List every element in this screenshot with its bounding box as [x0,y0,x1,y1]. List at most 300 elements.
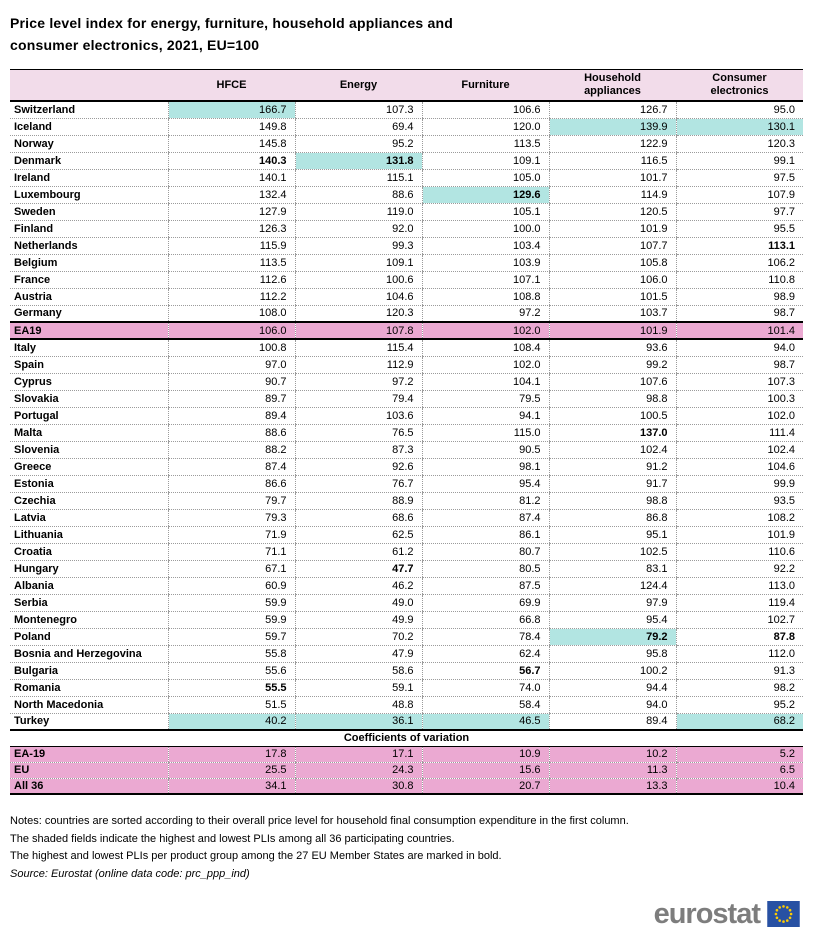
value-cell: 100.0 [422,220,549,237]
table-row [10,152,803,169]
value-cell: 79.4 [295,390,422,407]
value-cell: 88.6 [295,186,422,203]
country-cell: Finland [10,220,168,237]
value-cell: 100.6 [295,271,422,288]
cov-row [10,778,803,794]
value-cell: 101.5 [549,288,676,305]
value-cell: 94.4 [549,679,676,696]
value-cell: 112.2 [168,288,295,305]
value-cell: 102.7 [676,611,803,628]
value-cell: 104.6 [295,288,422,305]
value-cell: 90.5 [422,441,549,458]
value-cell: 95.5 [676,220,803,237]
value-cell: 69.4 [295,118,422,135]
value-cell: 46.2 [295,577,422,594]
value-cell: 166.7 [168,101,295,118]
value-cell: 86.8 [549,509,676,526]
table-row [10,475,803,492]
value-cell: 110.8 [676,271,803,288]
cov-value-cell: 15.6 [422,762,549,778]
value-cell: 91.7 [549,475,676,492]
table-row [10,203,803,220]
table-row [10,288,803,305]
value-cell: 95.2 [676,696,803,713]
value-cell: 87.4 [168,458,295,475]
cov-section-title: Coefficients of variation [10,730,803,746]
value-cell: 59.1 [295,679,422,696]
value-cell: 62.4 [422,645,549,662]
value-cell: 102.0 [422,322,549,339]
value-cell: 119.4 [676,594,803,611]
country-cell: Netherlands [10,237,168,254]
value-cell: 122.9 [549,135,676,152]
value-cell: 59.9 [168,611,295,628]
table-row [10,271,803,288]
value-cell: 132.4 [168,186,295,203]
value-cell: 100.3 [676,390,803,407]
country-cell: Croatia [10,543,168,560]
value-cell: 145.8 [168,135,295,152]
cov-value-cell: 13.3 [549,778,676,794]
value-cell: 107.6 [549,373,676,390]
value-cell: 88.9 [295,492,422,509]
country-cell: Lithuania [10,526,168,543]
country-cell: Greece [10,458,168,475]
value-cell: 90.7 [168,373,295,390]
value-cell: 113.5 [422,135,549,152]
country-cell: Bosnia and Herzegovina [10,645,168,662]
value-cell: 89.4 [168,407,295,424]
value-cell: 102.0 [422,356,549,373]
value-cell: 68.6 [295,509,422,526]
value-cell: 97.7 [676,203,803,220]
value-cell: 61.2 [295,543,422,560]
value-cell: 62.5 [295,526,422,543]
value-cell: 36.1 [295,713,422,730]
value-cell: 99.3 [295,237,422,254]
value-cell: 120.3 [295,305,422,322]
value-cell: 108.2 [676,509,803,526]
value-cell: 71.9 [168,526,295,543]
value-cell: 95.2 [295,135,422,152]
value-cell: 102.0 [676,407,803,424]
value-cell: 109.1 [422,152,549,169]
value-cell: 98.9 [676,288,803,305]
note-line-2: The shaded fields indicate the highest and lowest PLIs among all 36 participating countries. [10,832,455,845]
value-cell: 112.6 [168,271,295,288]
table-row [10,390,803,407]
value-cell: 97.2 [422,305,549,322]
value-cell: 47.9 [295,645,422,662]
value-cell: 126.3 [168,220,295,237]
table-row [10,645,803,662]
value-cell: 99.9 [676,475,803,492]
country-cell: Latvia [10,509,168,526]
value-cell: 94.1 [422,407,549,424]
cov-value-cell: 25.5 [168,762,295,778]
table-row [10,101,803,118]
value-cell: 99.1 [676,152,803,169]
country-cell: Austria [10,288,168,305]
value-cell: 98.1 [422,458,549,475]
value-cell: 107.7 [549,237,676,254]
value-cell: 115.9 [168,237,295,254]
value-cell: 107.3 [676,373,803,390]
value-cell: 112.9 [295,356,422,373]
value-cell: 48.8 [295,696,422,713]
value-cell: 139.9 [549,118,676,135]
value-cell: 83.1 [549,560,676,577]
value-cell: 97.2 [295,373,422,390]
value-cell: 100.8 [168,339,295,356]
value-cell: 56.7 [422,662,549,679]
country-cell: Hungary [10,560,168,577]
value-cell: 95.1 [549,526,676,543]
value-cell: 87.5 [422,577,549,594]
value-cell: 115.1 [295,169,422,186]
country-cell: Ireland [10,169,168,186]
value-cell: 55.8 [168,645,295,662]
table-body [10,101,803,794]
value-cell: 49.0 [295,594,422,611]
table-row [10,509,803,526]
country-cell: Turkey [10,713,168,730]
table-row [10,424,803,441]
cov-value-cell: 5.2 [676,746,803,762]
value-cell: 97.5 [676,169,803,186]
value-cell: 86.1 [422,526,549,543]
cov-value-cell: 10.4 [676,778,803,794]
country-cell: EA19 [10,322,168,339]
country-cell: Slovakia [10,390,168,407]
note-line-3: The highest and lowest PLIs per product group among the 27 EU Member States are marked in bold. [10,850,502,862]
cov-value-cell: 6.5 [676,762,803,778]
country-cell: Slovenia [10,441,168,458]
cov-value-cell: 17.8 [168,746,295,762]
value-cell: 68.2 [676,713,803,730]
value-cell: 105.1 [422,203,549,220]
cov-row [10,762,803,778]
source-line: Source: Eurostat (online data code: prc_ppp_ind) [10,867,250,880]
value-cell: 79.2 [549,628,676,645]
country-cell: Sweden [10,203,168,220]
note-line-1: Notes: countries are sorted according to their overall price level for household final consumption expenditure in the first column. [10,815,629,827]
header-row [10,70,803,102]
value-cell: 93.6 [549,339,676,356]
value-cell: 59.7 [168,628,295,645]
value-cell: 116.5 [549,152,676,169]
value-cell: 79.7 [168,492,295,509]
value-cell: 87.8 [676,628,803,645]
value-cell: 100.5 [549,407,676,424]
country-cell: Montenegro [10,611,168,628]
value-cell: 127.9 [168,203,295,220]
table-row [10,492,803,509]
value-cell: 124.4 [549,577,676,594]
country-cell: Cyprus [10,373,168,390]
value-cell: 111.4 [676,424,803,441]
value-cell: 102.5 [549,543,676,560]
table-row [10,118,803,135]
value-cell: 98.2 [676,679,803,696]
cov-value-cell: 10.9 [422,746,549,762]
value-cell: 113.1 [676,237,803,254]
value-cell: 98.8 [549,390,676,407]
value-cell: 103.9 [422,254,549,271]
value-cell: 106.0 [549,271,676,288]
cov-section-header-row [10,730,803,746]
country-cell: Estonia [10,475,168,492]
table-row [10,169,803,186]
value-cell: 47.7 [295,560,422,577]
value-cell: 95.8 [549,645,676,662]
value-cell: 91.3 [676,662,803,679]
country-cell: France [10,271,168,288]
value-cell: 92.2 [676,560,803,577]
cov-value-cell: 10.2 [549,746,676,762]
value-cell: 114.9 [549,186,676,203]
value-cell: 98.7 [676,356,803,373]
value-cell: 51.5 [168,696,295,713]
value-cell: 81.2 [422,492,549,509]
value-cell: 113.0 [676,577,803,594]
value-cell: 120.3 [676,135,803,152]
country-cell: Denmark [10,152,168,169]
value-cell: 88.2 [168,441,295,458]
value-cell: 98.8 [549,492,676,509]
country-cell: Malta [10,424,168,441]
value-cell: 108.4 [422,339,549,356]
table-row [10,696,803,713]
eurostat-logo [10,899,803,929]
value-cell: 88.6 [168,424,295,441]
table-row [10,594,803,611]
value-cell: 92.0 [295,220,422,237]
cov-value-cell: 34.1 [168,778,295,794]
table-row [10,356,803,373]
value-cell: 101.4 [676,322,803,339]
table-row [10,713,803,730]
table-row [10,441,803,458]
value-cell: 140.3 [168,152,295,169]
col-header-consumer-electronics: Consumer electronics [676,70,803,102]
value-cell: 97.0 [168,356,295,373]
value-cell: 120.5 [549,203,676,220]
value-cell: 113.5 [168,254,295,271]
value-cell: 79.3 [168,509,295,526]
value-cell: 89.7 [168,390,295,407]
corner-cell [10,70,168,102]
value-cell: 80.5 [422,560,549,577]
table-row [10,577,803,594]
value-cell: 66.8 [422,611,549,628]
value-cell: 120.0 [422,118,549,135]
country-cell: Norway [10,135,168,152]
value-cell: 55.6 [168,662,295,679]
value-cell: 46.5 [422,713,549,730]
value-cell: 110.6 [676,543,803,560]
cov-value-cell: 17.1 [295,746,422,762]
page-title-line1: Price level index for energy, furniture, household appliances and [10,15,453,31]
table-row [10,220,803,237]
table-row [10,611,803,628]
table-row [10,458,803,475]
cov-label-cell: All 36 [10,778,168,794]
value-cell: 107.1 [422,271,549,288]
country-cell: Spain [10,356,168,373]
country-cell: North Macedonia [10,696,168,713]
value-cell: 94.0 [676,339,803,356]
value-cell: 49.9 [295,611,422,628]
value-cell: 105.0 [422,169,549,186]
table-row [10,628,803,645]
country-cell: Serbia [10,594,168,611]
value-cell: 103.4 [422,237,549,254]
value-cell: 98.7 [676,305,803,322]
value-cell: 101.9 [549,322,676,339]
value-cell: 126.7 [549,101,676,118]
value-cell: 99.2 [549,356,676,373]
country-cell: Portugal [10,407,168,424]
value-cell: 89.4 [549,713,676,730]
value-cell: 106.2 [676,254,803,271]
value-cell: 86.6 [168,475,295,492]
value-cell: 76.7 [295,475,422,492]
value-cell: 95.0 [676,101,803,118]
table-row [10,407,803,424]
country-cell: Germany [10,305,168,322]
country-cell: Iceland [10,118,168,135]
value-cell: 60.9 [168,577,295,594]
value-cell: 137.0 [549,424,676,441]
table-row [10,373,803,390]
table-row [10,237,803,254]
value-cell: 58.6 [295,662,422,679]
country-cell: Poland [10,628,168,645]
value-cell: 108.0 [168,305,295,322]
cov-label-cell: EA-19 [10,746,168,762]
value-cell: 109.1 [295,254,422,271]
cov-label-cell: EU [10,762,168,778]
value-cell: 131.8 [295,152,422,169]
value-cell: 87.4 [422,509,549,526]
value-cell: 91.2 [549,458,676,475]
country-cell: Switzerland [10,101,168,118]
value-cell: 106.0 [168,322,295,339]
value-cell: 101.7 [549,169,676,186]
table-row [10,560,803,577]
value-cell: 95.4 [549,611,676,628]
value-cell: 93.5 [676,492,803,509]
value-cell: 119.0 [295,203,422,220]
cov-value-cell: 11.3 [549,762,676,778]
value-cell: 105.8 [549,254,676,271]
price-level-index-table [10,69,803,795]
table-row [10,526,803,543]
value-cell: 94.0 [549,696,676,713]
value-cell: 107.8 [295,322,422,339]
notes-block [10,813,803,883]
value-cell: 95.4 [422,475,549,492]
value-cell: 115.4 [295,339,422,356]
col-header-hfce: HFCE [168,70,295,102]
table-row [10,186,803,203]
country-cell: Romania [10,679,168,696]
value-cell: 112.0 [676,645,803,662]
value-cell: 104.6 [676,458,803,475]
country-cell: Albania [10,577,168,594]
page-title [10,12,803,56]
value-cell: 129.6 [422,186,549,203]
table-row [10,679,803,696]
country-cell: Czechia [10,492,168,509]
value-cell: 58.4 [422,696,549,713]
value-cell: 149.8 [168,118,295,135]
value-cell: 79.5 [422,390,549,407]
value-cell: 87.3 [295,441,422,458]
col-header-energy: Energy [295,70,422,102]
aggregate-row [10,322,803,339]
value-cell: 78.4 [422,628,549,645]
table-row [10,305,803,322]
country-cell: Luxembourg [10,186,168,203]
value-cell: 140.1 [168,169,295,186]
table-row [10,135,803,152]
value-cell: 101.9 [549,220,676,237]
eu-flag-icon [767,901,800,927]
country-cell: Italy [10,339,168,356]
value-cell: 102.4 [549,441,676,458]
col-header-household-appliances: Household appliances [549,70,676,102]
value-cell: 102.4 [676,441,803,458]
value-cell: 80.7 [422,543,549,560]
value-cell: 103.6 [295,407,422,424]
value-cell: 92.6 [295,458,422,475]
col-header-furniture: Furniture [422,70,549,102]
value-cell: 76.5 [295,424,422,441]
eurostat-logo-text: eurostat [653,898,760,930]
value-cell: 107.3 [295,101,422,118]
cov-value-cell: 20.7 [422,778,549,794]
value-cell: 103.7 [549,305,676,322]
value-cell: 71.1 [168,543,295,560]
value-cell: 59.9 [168,594,295,611]
value-cell: 70.2 [295,628,422,645]
value-cell: 115.0 [422,424,549,441]
country-cell: Belgium [10,254,168,271]
value-cell: 67.1 [168,560,295,577]
cov-row [10,746,803,762]
value-cell: 69.9 [422,594,549,611]
cov-value-cell: 24.3 [295,762,422,778]
value-cell: 55.5 [168,679,295,696]
country-cell: Bulgaria [10,662,168,679]
table-row [10,662,803,679]
value-cell: 74.0 [422,679,549,696]
value-cell: 101.9 [676,526,803,543]
value-cell: 104.1 [422,373,549,390]
cov-value-cell: 30.8 [295,778,422,794]
value-cell: 108.8 [422,288,549,305]
value-cell: 106.6 [422,101,549,118]
value-cell: 107.9 [676,186,803,203]
value-cell: 100.2 [549,662,676,679]
table-row [10,543,803,560]
table-row [10,254,803,271]
value-cell: 40.2 [168,713,295,730]
value-cell: 97.9 [549,594,676,611]
table-row [10,339,803,356]
